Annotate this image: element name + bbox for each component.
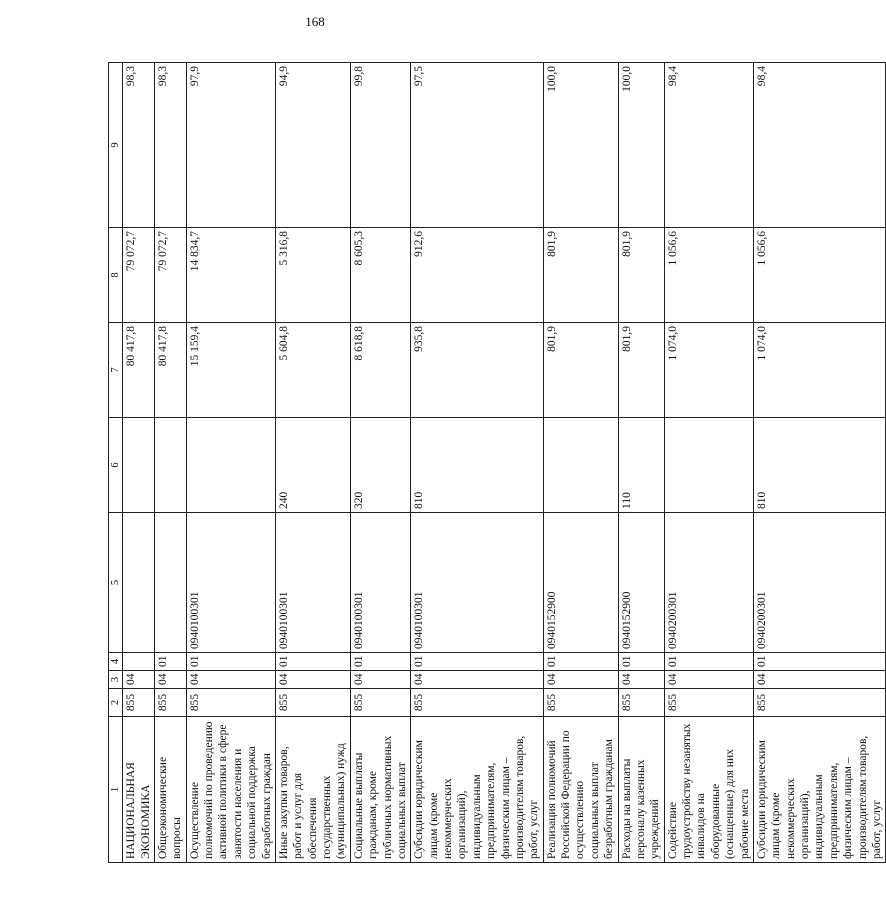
column-header: 9 xyxy=(109,63,123,228)
row-name: Социальные выплаты гражданам, кроме публичных нормативных социальных выплат xyxy=(350,717,411,863)
row-name: Общеэкономические вопросы xyxy=(154,717,186,863)
expense-type-cell: 240 xyxy=(275,418,350,513)
plan-amount-cell: 801,9 xyxy=(543,323,618,418)
percent-cell: 100,0 xyxy=(543,63,618,228)
row-name: Иные закупки товаров, работ и услуг для обеспечения государственных (муниципальных) нужд xyxy=(275,717,350,863)
actual-amount-cell: 79 072,7 xyxy=(123,228,155,323)
section-cell: 04 xyxy=(753,671,885,689)
section-cell: 04 xyxy=(411,671,543,689)
subsection-cell: 01 xyxy=(543,653,618,671)
grbs-cell: 855 xyxy=(186,689,275,717)
subsection-cell: 01 xyxy=(154,653,186,671)
row-name: НАЦИОНАЛЬНАЯ ЭКОНОМИКА xyxy=(123,717,155,863)
section-cell: 04 xyxy=(123,671,155,689)
subsection-cell: 01 xyxy=(411,653,543,671)
subsection-cell: 01 xyxy=(753,653,885,671)
target-article-cell xyxy=(154,513,186,653)
grbs-cell: 855 xyxy=(543,689,618,717)
percent-cell: 98,4 xyxy=(753,63,885,228)
grbs-cell: 855 xyxy=(275,689,350,717)
section-cell: 04 xyxy=(154,671,186,689)
plan-amount-cell: 5 604,8 xyxy=(275,323,350,418)
target-article-cell xyxy=(123,513,155,653)
table-row xyxy=(664,63,753,863)
target-article-cell: 0940152900 xyxy=(618,513,664,653)
grbs-cell: 855 xyxy=(618,689,664,717)
plan-amount-cell: 8 618,8 xyxy=(350,323,411,418)
actual-amount-cell: 79 072,7 xyxy=(154,228,186,323)
expense-type-cell xyxy=(664,418,753,513)
column-header: 2 xyxy=(109,689,123,717)
table-header-row xyxy=(109,63,123,863)
target-article-cell: 0940152900 xyxy=(543,513,618,653)
subsection-cell xyxy=(123,653,155,671)
grbs-cell: 855 xyxy=(154,689,186,717)
plan-amount-cell: 1 074,0 xyxy=(753,323,885,418)
budget-table xyxy=(108,62,886,863)
subsection-cell: 01 xyxy=(618,653,664,671)
column-header: 5 xyxy=(109,513,123,653)
target-article-cell: 0940200301 xyxy=(664,513,753,653)
actual-amount-cell: 5 316,8 xyxy=(275,228,350,323)
actual-amount-cell: 14 834,7 xyxy=(186,228,275,323)
target-article-cell: 0940100301 xyxy=(186,513,275,653)
target-article-cell: 0940100301 xyxy=(275,513,350,653)
expense-type-cell xyxy=(154,418,186,513)
actual-amount-cell: 8 605,3 xyxy=(350,228,411,323)
column-header: 8 xyxy=(109,228,123,323)
table-row xyxy=(350,63,411,863)
table-row xyxy=(411,63,543,863)
section-cell: 04 xyxy=(543,671,618,689)
subsection-cell: 01 xyxy=(350,653,411,671)
section-cell: 04 xyxy=(186,671,275,689)
table-row xyxy=(154,63,186,863)
rotated-table-container xyxy=(108,63,883,863)
plan-amount-cell: 935,8 xyxy=(411,323,543,418)
target-article-cell: 0940200301 xyxy=(753,513,885,653)
subsection-cell: 01 xyxy=(186,653,275,671)
plan-amount-cell: 1 074,0 xyxy=(664,323,753,418)
grbs-cell: 855 xyxy=(411,689,543,717)
plan-amount-cell: 80 417,8 xyxy=(123,323,155,418)
row-name: Реализация полномочий Российской Федерации по осуществлению социальных выплат безработным гражданам xyxy=(543,717,618,863)
percent-cell: 98,3 xyxy=(154,63,186,228)
column-header: 7 xyxy=(109,323,123,418)
subsection-cell: 01 xyxy=(275,653,350,671)
column-header: 6 xyxy=(109,418,123,513)
row-name: Субсидии юридическим лицам (кроме некоммерческих организаций), индивидуальным предпринимателям, физическим лицам – производителям товаров, работ, услуг xyxy=(753,717,885,863)
page-number: 168 xyxy=(305,14,325,29)
percent-cell: 94,9 xyxy=(275,63,350,228)
row-name: Осуществление полномочий по проведению активной политики в сфере занятости населения и социальной поддержка безработных граждан xyxy=(186,717,275,863)
expense-type-cell: 110 xyxy=(618,418,664,513)
row-name: Субсидии юридическим лицам (кроме некоммерческих организаций), индивидуальным предпринимателям, физическим лицам – производителям товаров, работ, услуг xyxy=(411,717,543,863)
target-article-cell: 0940100301 xyxy=(411,513,543,653)
table-row xyxy=(123,63,155,863)
plan-amount-cell: 801,9 xyxy=(618,323,664,418)
expense-type-cell: 810 xyxy=(411,418,543,513)
percent-cell: 100,0 xyxy=(618,63,664,228)
row-name: Расходы на выплаты персоналу казенных учреждений xyxy=(618,717,664,863)
grbs-cell: 855 xyxy=(753,689,885,717)
table-row xyxy=(543,63,618,863)
table-row xyxy=(275,63,350,863)
percent-cell: 98,4 xyxy=(664,63,753,228)
section-cell: 04 xyxy=(618,671,664,689)
expense-type-cell xyxy=(543,418,618,513)
table-row xyxy=(186,63,275,863)
expense-type-cell xyxy=(186,418,275,513)
section-cell: 04 xyxy=(350,671,411,689)
expense-type-cell: 810 xyxy=(753,418,885,513)
percent-cell: 97,9 xyxy=(186,63,275,228)
percent-cell: 99,8 xyxy=(350,63,411,228)
row-name: Содействие трудоустройству незанятых инвалидов на оборудованные (оснащенные) для них рабочие места xyxy=(664,717,753,863)
actual-amount-cell: 1 056,6 xyxy=(664,228,753,323)
plan-amount-cell: 80 417,8 xyxy=(154,323,186,418)
expense-type-cell xyxy=(123,418,155,513)
actual-amount-cell: 801,9 xyxy=(543,228,618,323)
table-row xyxy=(618,63,664,863)
plan-amount-cell: 15 159,4 xyxy=(186,323,275,418)
subsection-cell: 01 xyxy=(664,653,753,671)
section-cell: 04 xyxy=(275,671,350,689)
grbs-cell: 855 xyxy=(350,689,411,717)
expense-type-cell: 320 xyxy=(350,418,411,513)
actual-amount-cell: 801,9 xyxy=(618,228,664,323)
column-header: 3 xyxy=(109,671,123,689)
actual-amount-cell: 912,6 xyxy=(411,228,543,323)
column-header: 4 xyxy=(109,653,123,671)
percent-cell: 97,5 xyxy=(411,63,543,228)
column-header: 1 xyxy=(109,717,123,863)
percent-cell: 98,3 xyxy=(123,63,155,228)
grbs-cell: 855 xyxy=(664,689,753,717)
grbs-cell: 855 xyxy=(123,689,155,717)
section-cell: 04 xyxy=(664,671,753,689)
target-article-cell: 0940100301 xyxy=(350,513,411,653)
actual-amount-cell: 1 056,6 xyxy=(753,228,885,323)
table-row xyxy=(753,63,885,863)
